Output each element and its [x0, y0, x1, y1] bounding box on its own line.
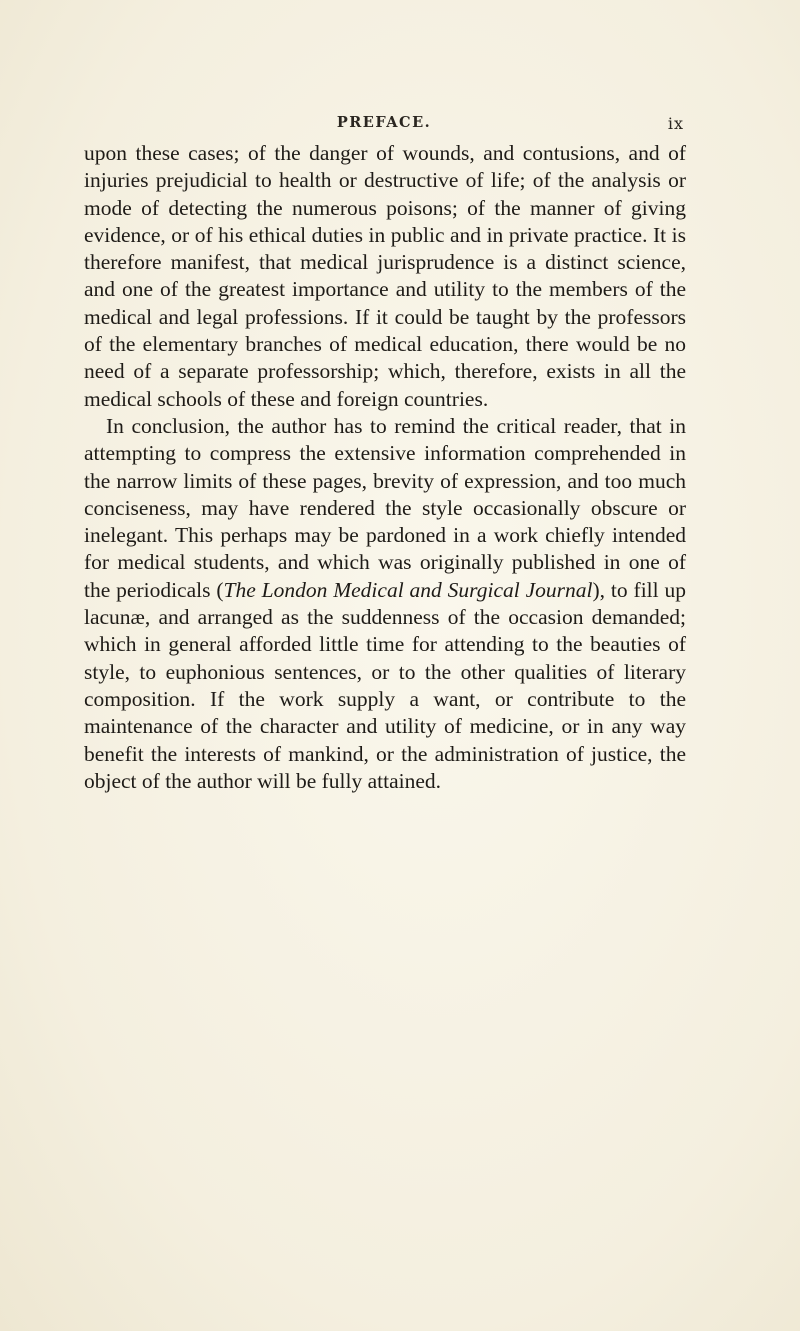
page-header: [84, 114, 684, 140]
body-text: [84, 140, 686, 795]
journal-title: The London Medical and Surgical Journal: [223, 577, 593, 602]
running-title: PREFACE.: [336, 114, 432, 131]
paragraph-text: In conclusion, the author has to remind the critical reader, that in attempting to compress the extensive information comprehended in the narrow limits of these pages, brevity of expression, and too much conciseness, may have rendered the style occasionally obscure or inelegant. This perhaps may be pardoned in a work chiefly intended for medical students, and which was originally published in one of the periodicals (: [84, 413, 686, 602]
paragraph: upon these cases; of the danger of wounds, and contusions, and of injuries prejudicial to health or destructive of life; of the analysis or mode of detecting the numerous poisons; of the manner of giving evidence, or of his ethical duties in public and in private practice. It is therefore manifest, that medical jurisprudence is a distinct science, and one of the greatest importance and utility to the members of the medical and legal professions. If it could be taught by the professors of the elementary branches of medical education, there would be no need of a separate professorship; which, therefore, exists in all the medical schools of these and foreign countries.: [84, 141, 686, 411]
paragraph-text: ), to fill up lacunæ, and arranged as the suddenness of the occasion demanded; which in general afforded little time for attending to the beauties of style, to euphonious sentences, or to the other qualities of literary composition. If the work supply a want, or contribute to the maintenance of the character and utility of medicine, or in any way benefit the interests of mankind, or the administration of justice, the object of the author will be fully attained.: [84, 577, 686, 793]
paragraph: [84, 413, 686, 795]
page-number: ix: [667, 114, 684, 133]
